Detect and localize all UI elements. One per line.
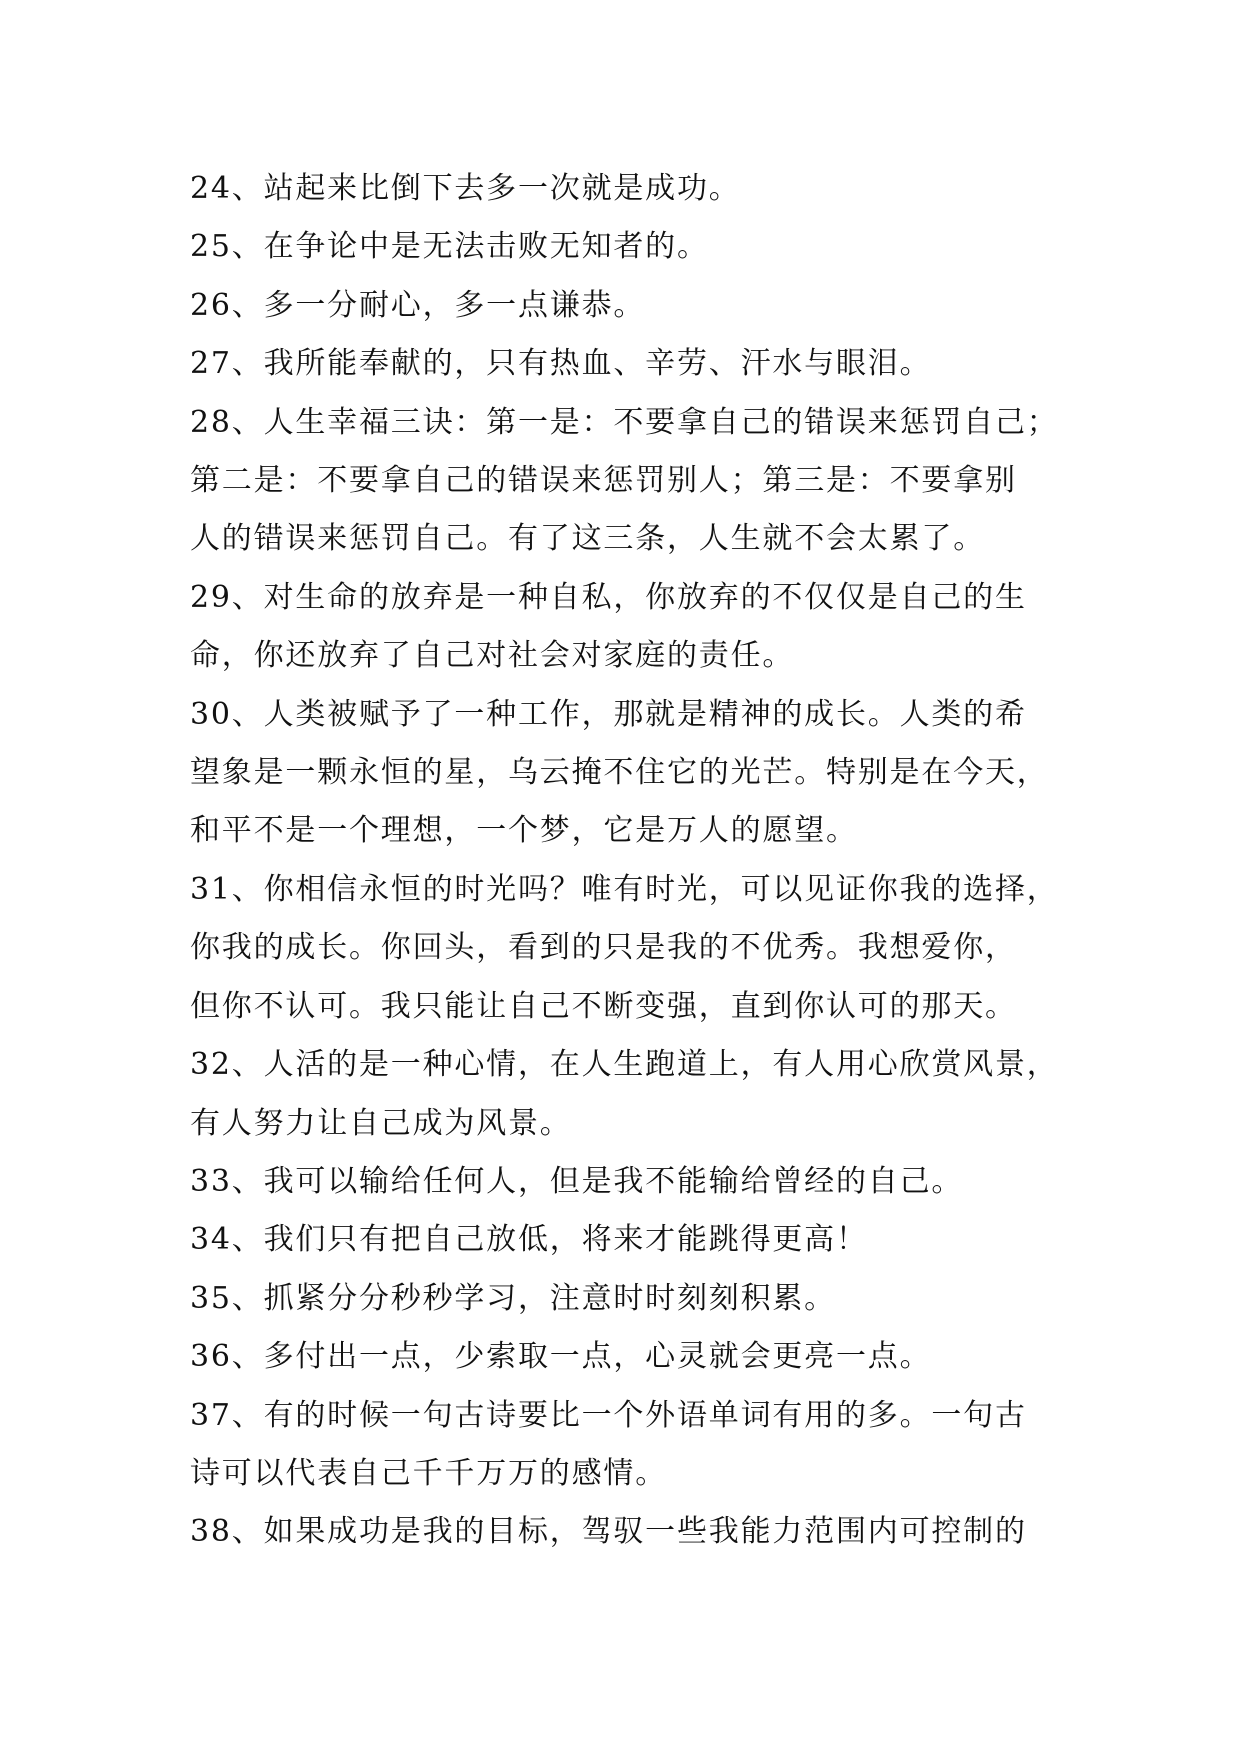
quote-line: 和平不是一个理想，一个梦，它是万人的愿望。 — [190, 813, 858, 849]
quote-line: 37、有的时候一句古诗要比一个外语单词有用的多。一句古 — [190, 1397, 1027, 1433]
quote-entry — [190, 686, 1070, 861]
quote-entry — [190, 277, 1070, 335]
quote-entry — [190, 1328, 1070, 1386]
quote-line: 27、我所能奉献的，只有热血、辛劳、汗水与眼泪。 — [190, 346, 932, 382]
quote-line: 24、站起来比倒下去多一次就是成功。 — [190, 171, 741, 206]
quote-entry — [190, 218, 1070, 276]
quote-line: 28、人生幸福三诀：第一是：不要拿自己的错误来惩罚自己； — [190, 404, 1059, 440]
quote-entry — [190, 335, 1070, 393]
quote-line: 35、抓紧分分秒秒学习，注意时时刻刻积累。 — [190, 1280, 836, 1316]
quote-line: 第二是：不要拿自己的错误来惩罚别人；第三是：不要拿别 — [190, 463, 1017, 499]
quote-entry — [190, 569, 1070, 686]
quote-line: 32、人活的是一种心情，在人生跑道上，有人用心欣赏风景， — [190, 1047, 1059, 1083]
quote-line: 33、我可以输给任何人，但是我不能输给曾经的自己。 — [190, 1163, 964, 1199]
quote-line: 38、如果成功是我的目标，驾驭一些我能力范围内可控制的 — [190, 1514, 1027, 1550]
quote-entry — [190, 861, 1070, 1036]
quote-entry — [190, 1153, 1070, 1211]
quote-line: 但你不认可。我只能让自己不断变强，直到你认可的那天。 — [190, 988, 1017, 1024]
quote-line: 有人努力让自己成为风景。 — [190, 1105, 572, 1141]
quote-entry — [190, 1036, 1070, 1153]
quote-line: 34、我们只有把自己放低，将来才能跳得更高！ — [190, 1222, 868, 1258]
quote-entry — [190, 1211, 1070, 1269]
quote-line: 30、人类被赋予了一种工作，那就是精神的成长。人类的希 — [190, 696, 1027, 732]
quote-line: 29、对生命的放弃是一种自私，你放弃的不仅仅是自己的生 — [190, 579, 1027, 615]
quote-entry — [190, 1503, 1070, 1561]
quote-entry — [190, 1387, 1070, 1504]
quote-line: 诗可以代表自己千千万万的感情。 — [190, 1455, 667, 1491]
quote-entry — [190, 394, 1070, 569]
quote-line: 命，你还放弃了自己对社会对家庭的责任。 — [190, 638, 795, 674]
quote-line: 25、在争论中是无法击败无知者的。 — [190, 229, 709, 265]
quote-entry — [190, 160, 1070, 218]
quote-entry — [190, 1270, 1070, 1328]
quote-line: 31、你相信永恒的时光吗？唯有时光，可以见证你我的选择， — [190, 871, 1059, 907]
quote-line: 36、多付出一点，少索取一点，心灵就会更亮一点。 — [190, 1339, 932, 1375]
quote-line: 人的错误来惩罚自己。有了这三条，人生就不会太累了。 — [190, 521, 985, 557]
quote-line: 望象是一颗永恒的星，乌云掩不住它的光芒。特别是在今天， — [190, 755, 1049, 791]
quote-line: 26、多一分耐心，多一点谦恭。 — [190, 287, 646, 323]
document-page — [190, 160, 1070, 1562]
quote-line: 你我的成长。你回头，看到的只是我的不优秀。我想爱你， — [190, 930, 1017, 966]
